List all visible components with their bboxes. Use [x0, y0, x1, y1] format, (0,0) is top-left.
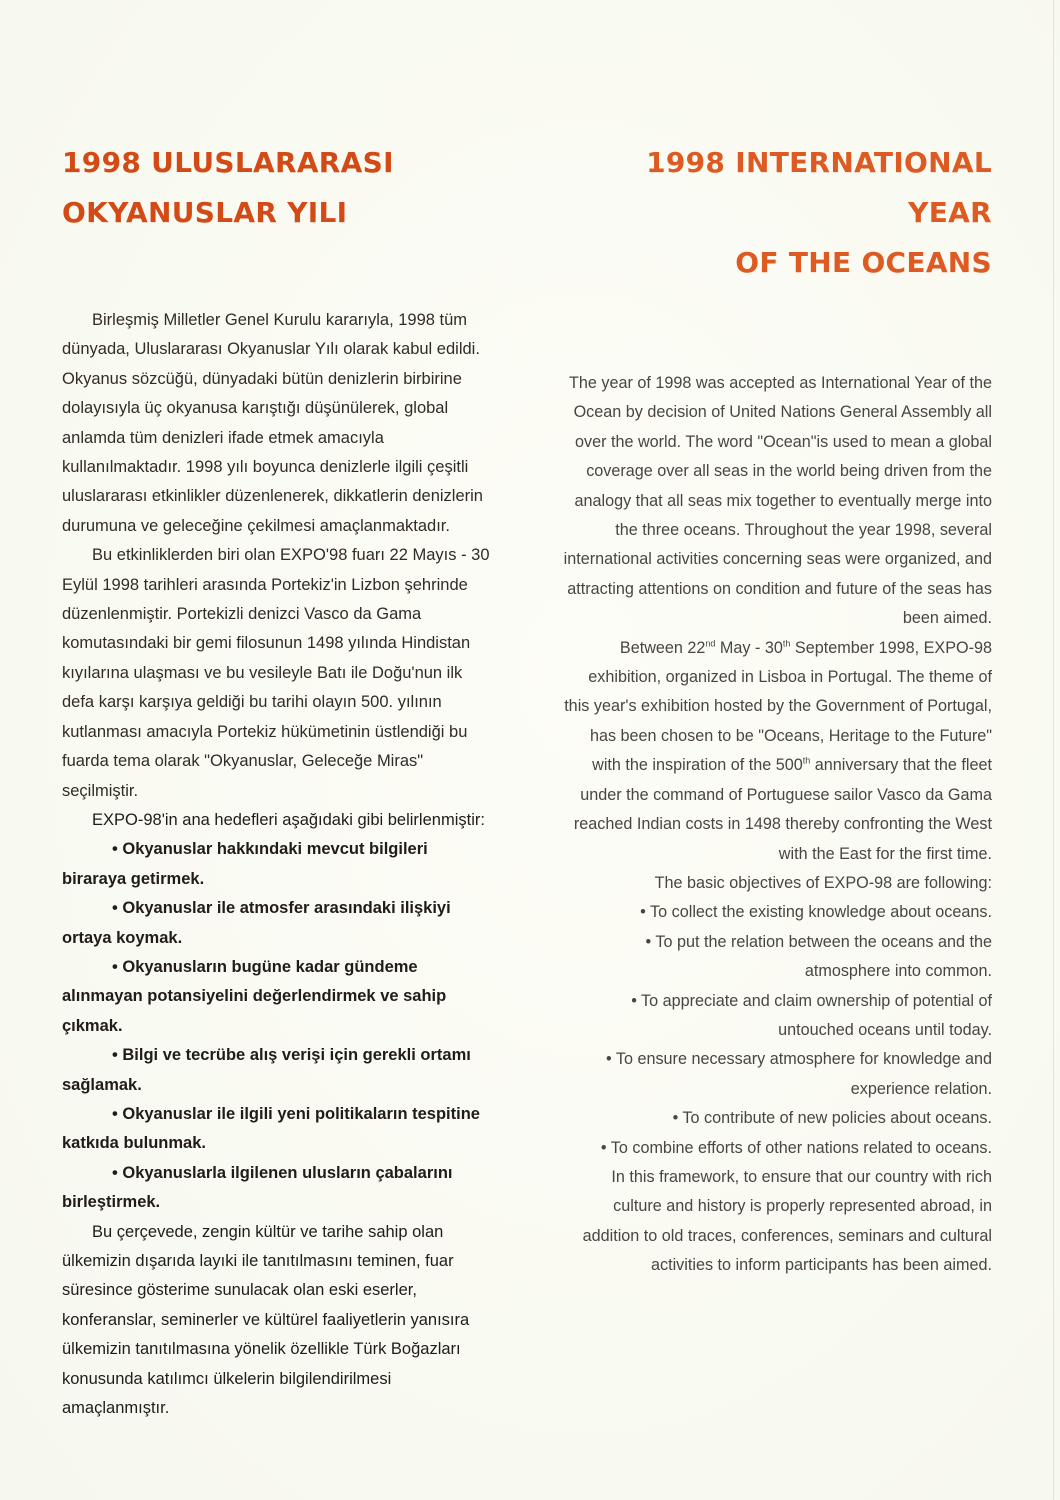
turkish-paragraph-closing: Bu çerçevede, zengin kültür ve tarihe sahip olan ülkemizin dışarıda layıki ile tanıtılmasını teminen, fuar süresince gösterime sunulacak olan eski eserler, konferanslar, seminerler ve kültürel faaliyetlerin yanısıra ülkemizin tanıtılmasına yönelik özellikle Türk Boğazları konusunda katılımcı ülkelerin bilgilendirilmesi amaçlanmıştır. [62, 1222, 470, 1418]
english-bullet-2: • To put the relation between the oceans and the atmosphere into common. [645, 932, 992, 981]
english-bullet-6: • To combine efforts of other nations related to oceans. [600, 1138, 992, 1157]
turkish-paragraph-2: Bu etkinliklerden biri olan EXPO'98 fuarı 22 Mayıs - 30 Eylül 1998 tarihleri arasında Portekiz'in Lizbon şehrinde düzenlenmiştir. Portekizli denizci Vasco da Gama komutasındaki bir gemi filosunun 1498 yılında Hindistan kıyılarına ulaşması ve bu vesileyle Batı ile Doğu'nun ilk defa karşı karşıya geldiği bu tarihi olayın 500. yılının kutlanması amacıyla Portekiz hükümetinin üstlendiği bu fuarda tema olarak "Okyanuslar, Geleceğe Miras" seçilmiştir. [62, 546, 490, 800]
turkish-body [62, 306, 492, 1423]
english-bullet-5: • To contribute of new policies about oceans. [672, 1109, 992, 1128]
turkish-heading-line1: 1998 ULUSLARARASI [62, 146, 394, 179]
english-bullet-3: • To appreciate and claim ownership of potential of untouched oceans until today. [631, 991, 992, 1039]
english-p2-part-a: Between 22 [619, 638, 706, 657]
english-p2-part-b: May - 30 [715, 638, 783, 657]
turkish-bullet-3: • Okyanusların bugüne kadar gündeme alınmayan potansiyelini değerlendirmek ve sahip çıkmak. [62, 957, 447, 1035]
turkish-bullet-2: • Okyanuslar ile atmosfer arasındaki ilişkiyi ortaya koymak. [62, 899, 451, 947]
english-p2-sup-th-500: th [802, 755, 811, 766]
turkish-heading-line2: OKYANUSLAR YILI [62, 196, 348, 229]
english-paragraph-1: The year of 1998 was accepted as International Year of the Ocean by decision of United Nations General Assembly all over the world. The word "Ocean"is used to mean a global coverage over all seas in the world being driven from the analogy that all seas mix together to eventually merge into the three oceans. Throughout the year 1998, several international activities concerning seas were organized, and attracting attentions on condition and future of the seas has been aimed. [563, 374, 992, 628]
english-bullet-4: • To ensure necessary atmosphere for knowledge and experience relation. [605, 1050, 992, 1098]
turkish-paragraph-1: Birleşmiş Milletler Genel Kurulu kararıyla, 1998 tüm dünyada, Uluslararası Okyanuslar Yılı olarak kabul edildi. Okyanus sözcüğü, dünyadaki bütün denizlerin birbirine dolayısıyla üç okyanusa karıştığı düşünülerek, global anlamda tüm denizleri ifade etmek amacıyla kullanılmaktadır. 1998 yılı boyunca denizlerle ilgili çeşitli uluslararası etkinlikler düzenlenerek, dikkatlerin denizlerin durumuna ve geleceğine çekilmesi amaçlanmaktadır. [62, 311, 483, 535]
english-paragraph-2 [560, 634, 992, 869]
turkish-bullet-5: • Okyanuslar ile ilgili yeni politikaların tespitine katkıda bulunmak. [62, 1104, 480, 1153]
english-paragraph-closing: In this framework, to ensure that our country with rich culture and history is properly represented abroad, in addition to old traces, conferences, seminars and cultural activities to inform participants has been aimed. [582, 1167, 992, 1275]
english-bullet-1: • To collect the existing knowledge about oceans. [640, 903, 992, 922]
english-heading-line2: OF THE OCEANS [735, 246, 992, 279]
english-heading-line1: 1998 INTERNATIONAL YEAR [646, 146, 992, 229]
turkish-column [62, 138, 492, 1423]
english-body [560, 369, 992, 1281]
turkish-bullet-1: • Okyanuslar hakkındaki mevcut bilgileri biraraya getirmek. [62, 840, 428, 888]
turkish-bullet-6: • Okyanuslarla ilgilenen ulusların çabalarını birleştirmek. [62, 1163, 453, 1212]
english-heading [560, 138, 992, 288]
english-p2-part-d: anniversary that the fleet under the command of Portuguese sailor Vasco da Gama reached Indian costs in 1498 thereby confronting the West with the East for the first time. [573, 756, 992, 863]
english-p2-sup-nd: nd [705, 638, 716, 649]
turkish-heading [62, 138, 492, 238]
turkish-objectives-intro: EXPO-98'in ana hedefleri aşağıdaki gibi belirlenmiştir: [92, 810, 485, 829]
turkish-bullet-4: • Bilgi ve tecrübe alış verişi için gerekli ortamı sağlamak. [62, 1046, 471, 1094]
english-column [560, 138, 992, 1281]
english-objectives-intro: The basic objectives of EXPO-98 are following: [654, 873, 992, 892]
english-p2-part-c: September 1998, EXPO-98 exhibition, organized in Lisboa in Portugal. The theme of this year's exhibition hosted by the Government of Portugal, has been chosen to be "Oceans, Heritage to the Future" with the inspiration of the 500 [564, 638, 992, 775]
english-p2-sup-th: th [782, 638, 791, 649]
